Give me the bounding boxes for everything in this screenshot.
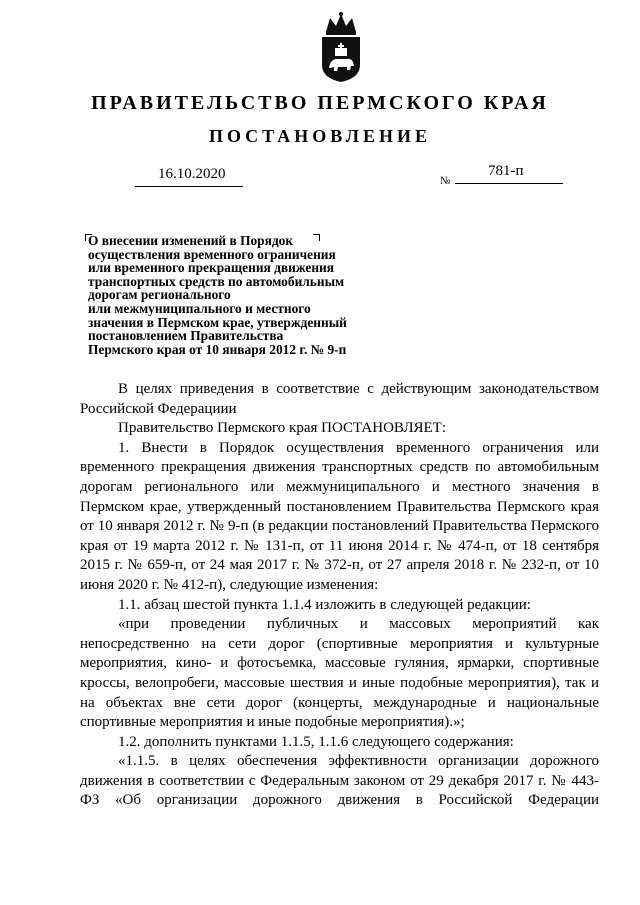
document-body: [80, 380, 599, 811]
document-subject: [88, 234, 418, 356]
subject-line: значения в Пермском крае, утвержденный: [88, 314, 347, 330]
document-type: ПОСТАНОВЛЕНИЕ: [208, 126, 432, 146]
government-title: ПРАВИТЕЛЬСТВО ПЕРМСКОГО КРАЯ: [91, 92, 549, 114]
body-paragraph: «1.1.5. в целях обеспечения эффективности организации дорожного движения в соответствии с Федеральным законом от 29 декабря 2017 г. № 443-ФЗ «Об организации дорожного движения в Российской Федерации: [80, 753, 599, 809]
document-number: 781-п: [488, 163, 524, 179]
number-underline: [455, 183, 563, 184]
subject-line: осуществления временного ограничения: [88, 246, 336, 262]
body-paragraph: В целях приведения в соответствие с действующим законодательством Российской Федерациии: [80, 381, 599, 417]
subject-line: или временного прекращения движения: [88, 260, 335, 276]
document-date: 16.10.2020: [158, 166, 226, 182]
body-paragraph: «при проведении публичных и массовых мероприятий как непосредственно на сети дорог (спортивные мероприятия и культурные мероприятия, кино- и фотосъемка, массовые гуляния, ярмарки, спортивные кроссы, велопробеги, массовые шествия и иные подобные мероприятия), так и на объектах вне сети дорог (концерты, международные и национальные спортивные мероприятия и иные подобные мероприятия).»;: [80, 616, 599, 731]
subject-line: дорогам регионального: [88, 287, 231, 303]
coat-of-arms-icon: [316, 10, 366, 84]
subject-line: или межмуниципального и местного: [88, 300, 311, 316]
number-sign: №: [440, 175, 451, 187]
subject-line: постановлением Правительства: [88, 328, 284, 344]
body-paragraph: Правительство Пермского края ПОСТАНОВЛЯЕТ:: [118, 420, 447, 437]
subject-line: транспортных средств по автомобильным: [88, 273, 345, 289]
subject-line: О внесении изменений в Порядок: [88, 233, 294, 248]
body-paragraph: 1.2. дополнить пунктами 1.1.5, 1.1.6 следующего содержания:: [118, 733, 514, 750]
body-paragraph: 1. Внести в Порядок осуществления временного ограничения или временного прекращения движения транспортных средств по автомобильным дорогам регионального или межмуниципального и местного значения в Пермском крае, утвержденный постановлением Правительства Пермского края от 10 января 2012 г. № 9-п (в редакции постановлений Правительства Пермского края от 19 марта 2012 г. № 131-п, от 11 июня 2014 г. № 474-п, от 18 сентября 2015 г. № 659-п, от 24 мая 2017 г. № 372-п, от 27 апреля 2018 г. № 232-п, от 10 июня 2020 г. № 412-п), следующие изменения:: [80, 439, 599, 593]
subject-line: Пермского края от 10 января 2012 г. № 9-п: [88, 341, 347, 357]
date-underline: [135, 186, 243, 187]
body-paragraph: 1.1. абзац шестой пункта 1.1.4 изложить в следующей редакции:: [118, 596, 531, 613]
